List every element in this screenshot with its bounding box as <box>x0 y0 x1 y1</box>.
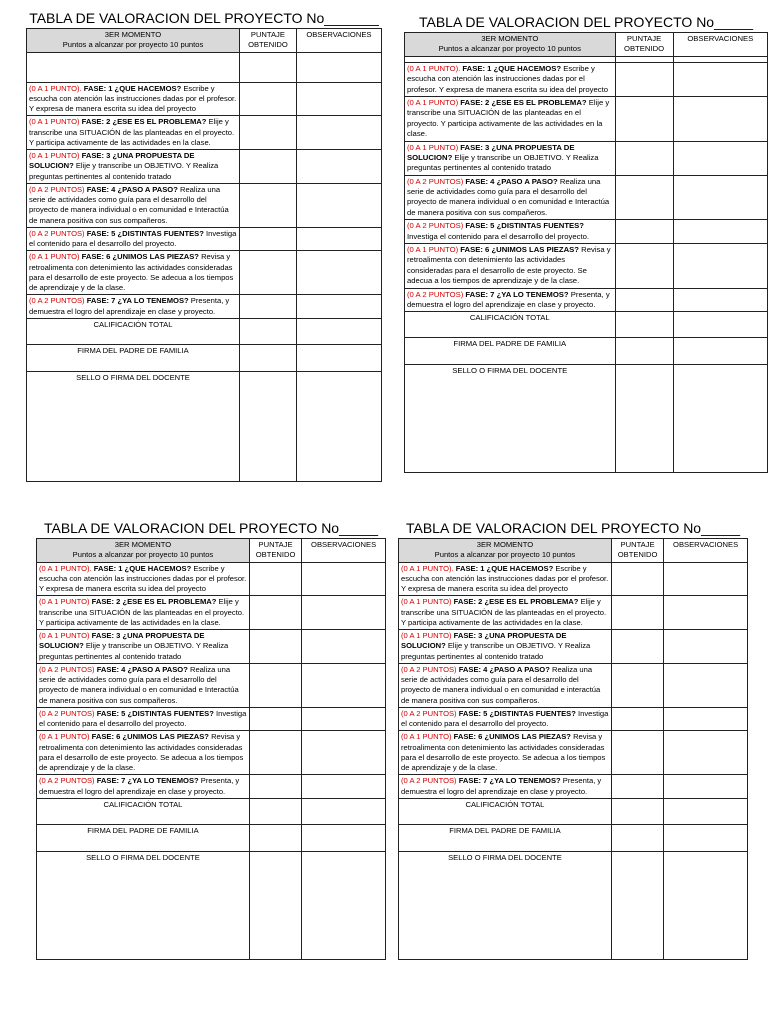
observation-cell[interactable] <box>664 731 748 775</box>
observation-cell[interactable] <box>673 288 767 312</box>
observation-cell[interactable] <box>664 630 748 664</box>
criterion-points: (0 A 1 PUNTO) <box>39 631 90 640</box>
observation-cell[interactable] <box>673 96 767 141</box>
parent-signature-extra[interactable] <box>673 338 767 365</box>
criterion-desc: Presenta, y demuestra el logro del aprendizaje en clase y proyecto. <box>29 296 230 316</box>
criterion-desc: Presenta, y demuestra el logro del aprendizaje en clase y proyecto. <box>401 776 602 796</box>
criterion-points: (0 A 1 PUNTO) <box>407 97 459 107</box>
criterion-text <box>37 562 250 596</box>
spacer-row <box>27 52 382 82</box>
score-header: PUNTAJE OBTENIDO <box>249 539 301 563</box>
criterion-desc: Revisa y retroalimenta con detenimiento las actividades consideradas para el desarrollo de este proyecto. Se adecua a los tiempos de aprendizaje y de la clase. <box>407 245 611 286</box>
teacher-seal-row <box>37 851 386 959</box>
criterion-phase: FASE: 2 ¿ESE ES EL PROBLEMA? <box>81 117 207 127</box>
teacher-seal-extra[interactable] <box>664 851 748 959</box>
criterion-row <box>405 141 768 175</box>
observation-cell[interactable] <box>664 562 748 596</box>
observation-cell[interactable] <box>296 150 381 184</box>
score-cell[interactable] <box>611 562 663 596</box>
parent-signature-cell[interactable] <box>249 824 301 851</box>
criterion-desc: Investiga el contenido para el desarrollo del proyecto. <box>401 708 609 728</box>
observation-cell[interactable] <box>302 707 386 731</box>
total-score-cell[interactable] <box>611 798 663 824</box>
observation-cell[interactable] <box>664 707 748 731</box>
criterion-row <box>37 775 386 799</box>
criterion-desc: Elije y transcribe una SITUACIÓN de las planteadas en el proyecto. Y participa activamente de las actividades en la clase. <box>39 597 245 627</box>
criterion-text <box>405 220 616 244</box>
criterion-text <box>399 630 612 664</box>
criterion-points: (0 A 2 PUNTOS) <box>407 221 464 231</box>
criterion-desc: Investiga el contenido para el desarrollo del proyecto. <box>29 228 237 248</box>
score-cell[interactable] <box>615 244 673 289</box>
criterion-phase: FASE: 1 ¿QUE HACEMOS? <box>93 563 192 573</box>
criterion-phase: FASE: 5 ¿DISTINTAS FUENTES? <box>465 221 584 231</box>
criterion-text <box>405 288 616 312</box>
criterion-desc: Escribe y escucha con atención las instrucciones dadas por el profesor. Y expresa de manera escrita su idea del proyecto <box>407 63 608 94</box>
teacher-seal-cell[interactable] <box>249 851 301 959</box>
criterion-phase: FASE: 2 ¿ESE ES EL PROBLEMA? <box>91 597 217 607</box>
criterion-row <box>27 227 382 251</box>
criterion-row <box>405 288 768 312</box>
criterion-points: (0 A 1 PUNTO) <box>407 142 459 152</box>
total-row <box>405 312 768 338</box>
observation-cell[interactable] <box>664 775 748 799</box>
criterion-row <box>399 596 748 630</box>
criterion-phase: FASE: 4 ¿PASO A PASO? <box>86 184 178 194</box>
criterion-points: (0 A 2 PUNTOS) <box>401 776 457 786</box>
criterion-text <box>27 183 240 227</box>
criterion-points: (0 A 1 PUNTO). <box>39 563 92 573</box>
total-label: CALIFICACIÓN TOTAL <box>27 318 240 344</box>
score-cell[interactable] <box>240 82 297 116</box>
criterion-points: (0 A 1 PUNTO) <box>401 732 452 742</box>
score-cell[interactable] <box>615 288 673 312</box>
criterion-points: (0 A 2 PUNTOS) <box>29 184 85 194</box>
teacher-seal-label: SELLO O FIRMA DEL DOCENTE <box>405 365 616 473</box>
score-cell[interactable] <box>611 596 663 630</box>
total-observation-cell[interactable] <box>673 312 767 338</box>
teacher-seal-label: SELLO O FIRMA DEL DOCENTE <box>37 851 250 959</box>
total-score-cell[interactable] <box>240 318 297 344</box>
form-title: TABLA DE VALORACION DEL PROYECTO No_______ <box>29 10 379 26</box>
rubric-form-4 <box>398 518 748 960</box>
criterion-row <box>405 62 768 96</box>
total-label: CALIFICACIÓN TOTAL <box>399 798 612 824</box>
criterion-desc: Elije y transcribe una SITUACIÓN de las planteadas en el proyecto. Y participa activamente de las actividades en la clase. <box>401 597 607 627</box>
criterion-text <box>405 62 616 96</box>
criterion-phase: FASE: 1 ¿QUE HACEMOS? <box>83 83 182 93</box>
score-cell[interactable] <box>611 630 663 664</box>
parent-signature-label: FIRMA DEL PADRE DE FAMILIA <box>37 824 250 851</box>
criterion-desc: Elije y transcribe una SITUACIÓN de las planteadas en el proyecto. Y participa activamente de las actividades en la clase. <box>407 97 610 139</box>
criterion-points: (0 A 1 PUNTO). <box>29 83 82 93</box>
teacher-seal-cell[interactable] <box>240 371 297 481</box>
observation-cell[interactable] <box>296 183 381 227</box>
criterion-points: (0 A 2 PUNTOS) <box>29 228 85 238</box>
score-cell[interactable] <box>615 220 673 244</box>
criterion-text <box>27 295 240 319</box>
parent-signature-cell[interactable] <box>240 344 297 371</box>
criterion-desc: Investiga el contenido para el desarrollo del proyecto. <box>407 231 590 241</box>
criterion-desc: Realiza una serie de actividades como guía para el desarrollo del proyecto de manera individual o en comunidad e Interactúa de manera positiva con sus compañeros. <box>39 664 239 705</box>
criterion-text <box>399 731 612 775</box>
teacher-seal-label: SELLO O FIRMA DEL DOCENTE <box>399 851 612 959</box>
criterion-points: (0 A 2 PUNTOS) <box>407 176 464 186</box>
criterion-row <box>405 96 768 141</box>
criterion-phase: FASE: 3 ¿UNA PROPUESTA DE SOLUCION? <box>39 631 205 651</box>
criterion-desc: Investiga el contenido para el desarrollo del proyecto. <box>39 708 247 728</box>
teacher-seal-cell[interactable] <box>611 851 663 959</box>
criterion-phase: FASE: 3 ¿UNA PROPUESTA DE SOLUCION? <box>29 151 195 171</box>
parent-signature-row <box>27 344 382 371</box>
criterion-text <box>37 707 250 731</box>
criterion-row <box>27 251 382 295</box>
points-goal-label: Puntos a alcanzar por proyecto 10 puntos <box>72 550 214 560</box>
observation-cell[interactable] <box>302 731 386 775</box>
score-header: PUNTAJE OBTENIDO <box>611 539 663 563</box>
teacher-seal-extra[interactable] <box>296 371 381 481</box>
rubric-table <box>26 28 382 482</box>
observation-cell[interactable] <box>302 663 386 707</box>
criterion-desc: Realiza una serie de actividades como guía para el desarrollo del proyecto de manera individual o en comunidad e interactúa de manera positiva con sus compañeros. <box>401 664 601 705</box>
parent-signature-cell[interactable] <box>611 824 663 851</box>
observation-cell[interactable] <box>302 596 386 630</box>
rubric-table <box>404 32 768 473</box>
observation-cell[interactable] <box>296 82 381 116</box>
score-cell[interactable] <box>249 707 301 731</box>
moment-label: 3ER MOMENTO <box>114 540 172 549</box>
criterion-points: (0 A 1 PUNTO). <box>401 563 454 573</box>
score-header: PUNTAJE OBTENIDO <box>240 29 297 53</box>
criterion-points: (0 A 1 PUNTO) <box>407 245 459 255</box>
parent-signature-label: FIRMA DEL PADRE DE FAMILIA <box>405 338 616 365</box>
criterion-text <box>37 596 250 630</box>
observations-header: OBSERVACIONES <box>296 29 381 53</box>
criterion-text <box>399 775 612 799</box>
criterion-phase: FASE: 5 ¿DISTINTAS FUENTES? <box>458 708 576 718</box>
criterion-row <box>27 183 382 227</box>
score-cell[interactable] <box>611 663 663 707</box>
criterion-text <box>37 731 250 775</box>
moment-header <box>405 33 616 57</box>
teacher-seal-extra[interactable] <box>673 365 767 473</box>
points-goal-label: Puntos a alcanzar por proyecto 10 puntos <box>434 550 576 560</box>
score-cell[interactable] <box>615 141 673 175</box>
rubric-form-2 <box>404 12 768 473</box>
criterion-points: (0 A 1 PUNTO). <box>407 63 461 73</box>
observation-cell[interactable] <box>296 227 381 251</box>
observation-cell[interactable] <box>664 596 748 630</box>
score-cell[interactable] <box>611 775 663 799</box>
total-observation-cell[interactable] <box>664 798 748 824</box>
form-title: TABLA DE VALORACION DEL PROYECTO No_____ <box>418 14 754 30</box>
observation-cell[interactable] <box>296 116 381 150</box>
criterion-desc: Presenta, y demuestra el logro del aprendizaje en clase y proyecto. <box>39 776 240 796</box>
criterion-row <box>399 707 748 731</box>
criterion-row <box>399 630 748 664</box>
parent-signature-row <box>405 338 768 365</box>
criterion-desc: Presenta, y demuestra el logro del aprendizaje en clase y proyecto. <box>407 289 610 309</box>
observation-cell[interactable] <box>664 663 748 707</box>
criterion-row <box>37 562 386 596</box>
criterion-phase: FASE: 5 ¿DISTINTAS FUENTES? <box>96 708 214 718</box>
points-goal-label: Puntos a alcanzar por proyecto 10 puntos <box>438 44 581 54</box>
criterion-text <box>37 663 250 707</box>
teacher-seal-row <box>399 851 748 959</box>
criterion-points: (0 A 2 PUNTOS) <box>401 708 457 718</box>
observation-cell[interactable] <box>296 251 381 295</box>
header-row <box>399 539 748 563</box>
observation-cell[interactable] <box>296 295 381 319</box>
teacher-seal-row <box>405 365 768 473</box>
criterion-points: (0 A 1 PUNTO) <box>401 597 452 607</box>
rubric-form-1 <box>26 8 382 482</box>
criterion-row <box>37 707 386 731</box>
observation-cell[interactable] <box>673 175 767 220</box>
moment-label: 3ER MOMENTO <box>481 34 539 43</box>
criterion-row <box>27 150 382 184</box>
score-cell[interactable] <box>240 295 297 319</box>
criterion-phase: FASE: 7 ¿YA LO TENEMOS? <box>86 296 189 306</box>
observation-cell[interactable] <box>302 775 386 799</box>
criterion-phase: FASE: 6 ¿UNIMOS LAS PIEZAS? <box>453 732 571 742</box>
parent-signature-row <box>37 824 386 851</box>
criterion-phase: FASE: 7 ¿YA LO TENEMOS? <box>96 776 199 786</box>
criterion-phase: FASE: 2 ¿ESE ES EL PROBLEMA? <box>453 597 579 607</box>
criterion-desc: Revisa y retroalimenta con detenimiento las actividades consideradas para el desarrollo de este proyecto. Se adecua a los tiempos de aprendizaje y de la clase. <box>39 732 244 772</box>
criterion-row <box>37 596 386 630</box>
criterion-phase: FASE: 7 ¿YA LO TENEMOS? <box>465 289 569 299</box>
observation-cell[interactable] <box>673 220 767 244</box>
score-cell[interactable] <box>249 775 301 799</box>
criterion-text <box>27 116 240 150</box>
criterion-row <box>399 731 748 775</box>
total-label: CALIFICACIÓN TOTAL <box>405 312 616 338</box>
criterion-row <box>27 82 382 116</box>
moment-header <box>399 539 612 563</box>
total-score-cell[interactable] <box>615 312 673 338</box>
criterion-text <box>399 596 612 630</box>
criterion-points: (0 A 1 PUNTO) <box>29 151 80 160</box>
score-cell[interactable] <box>240 183 297 227</box>
criterion-desc: Elije y transcribe un OBJETIVO. Y Realiza preguntas pertinentes al contenido tratado <box>29 161 219 181</box>
points-goal-label: Puntos a alcanzar por proyecto 10 puntos <box>62 40 204 50</box>
total-row <box>399 798 748 824</box>
criterion-text <box>405 175 616 220</box>
rubric-form-3 <box>36 518 386 960</box>
criterion-phase: FASE: 6 ¿UNIMOS LAS PIEZAS? <box>81 252 199 262</box>
observation-cell[interactable] <box>673 244 767 289</box>
criterion-text <box>399 707 612 731</box>
criterion-desc: Realiza una serie de actividades como guía para el desarrollo del proyecto de manera individual o en comunidad e Interactúa de manera positiva con sus compañeros. <box>407 176 610 217</box>
criterion-desc: Elije y transcribe una SITUACIÓN de las planteadas en el proyecto. Y participa activamente de las actividades en la clase. <box>29 117 235 147</box>
criterion-phase: FASE: 6 ¿UNIMOS LAS PIEZAS? <box>91 732 209 742</box>
score-cell[interactable] <box>240 150 297 184</box>
criterion-desc: Escribe y escucha con atención las instrucciones dadas por el profesor. Y expresa de manera escrita su idea del proyecto <box>39 563 247 593</box>
form-title: TABLA DE VALORACION DEL PROYECTO No_____ <box>43 520 379 536</box>
criterion-points: (0 A 1 PUNTO) <box>29 252 80 262</box>
criterion-row <box>405 175 768 220</box>
criterion-text <box>27 251 240 295</box>
criterion-points: (0 A 2 PUNTOS) <box>39 776 95 786</box>
header-row <box>37 539 386 563</box>
criterion-phase: FASE: 6 ¿UNIMOS LAS PIEZAS? <box>460 245 580 255</box>
criterion-phase: FASE: 4 ¿PASO A PASO? <box>465 176 558 186</box>
header-row <box>27 29 382 53</box>
criterion-phase: FASE: 7 ¿YA LO TENEMOS? <box>458 776 561 786</box>
total-row <box>37 798 386 824</box>
criterion-desc: Revisa y retroalimenta con detenimiento las actividades consideradas para el desarrollo de este proyecto. Se adecua a los tiempos de aprendizaje y de la clase. <box>29 252 234 292</box>
criterion-text <box>37 630 250 664</box>
parent-signature-extra[interactable] <box>664 824 748 851</box>
criterion-desc: Elije y transcribe un OBJETIVO. Y Realiza preguntas pertinentes al contenido tratado <box>39 641 229 661</box>
criterion-row <box>399 775 748 799</box>
score-cell[interactable] <box>240 227 297 251</box>
criterion-row <box>399 663 748 707</box>
score-cell[interactable] <box>615 62 673 96</box>
observations-header: OBSERVACIONES <box>673 33 767 57</box>
score-cell[interactable] <box>611 707 663 731</box>
criterion-points: (0 A 1 PUNTO) <box>39 732 90 742</box>
score-cell[interactable] <box>240 52 297 82</box>
total-observation-cell[interactable] <box>296 318 381 344</box>
criterion-desc: Elije y transcribe un OBJETIVO. Y Realiza preguntas pertinentes al contenido tratado <box>401 641 591 661</box>
criterion-text <box>37 775 250 799</box>
criterion-desc: Elije y transcribe un OBJETIVO. Y Realiza preguntas pertinentes al contenido tratado <box>407 152 599 173</box>
criterion-phase: FASE: 5 ¿DISTINTAS FUENTES? <box>86 228 204 238</box>
criterion-points: (0 A 1 PUNTO) <box>401 631 452 640</box>
criterion-text <box>27 227 240 251</box>
criterion-row <box>37 731 386 775</box>
criterion-phase: FASE: 4 ¿PASO A PASO? <box>458 664 550 674</box>
moment-header <box>37 539 250 563</box>
score-cell[interactable] <box>611 731 663 775</box>
observation-cell[interactable] <box>673 62 767 96</box>
criterion-phase: FASE: 1 ¿QUE HACEMOS? <box>455 563 554 573</box>
score-cell[interactable] <box>615 175 673 220</box>
score-cell[interactable] <box>240 251 297 295</box>
criterion-desc: Revisa y retroalimenta con detenimiento las actividades consideradas para el desarrollo de este proyecto. Se adecua a los tiempos de aprendizaje y de la clase. <box>401 732 606 772</box>
teacher-seal-label: SELLO O FIRMA DEL DOCENTE <box>27 371 240 481</box>
score-cell[interactable] <box>240 116 297 150</box>
criterion-points: (0 A 2 PUNTOS) <box>39 708 95 718</box>
score-cell[interactable] <box>249 731 301 775</box>
criterion-text <box>405 96 616 141</box>
criterion-desc: Realiza una serie de actividades como guía para el desarrollo del proyecto de manera individual o en comunidad e Interactúa de manera positiva con sus compañeros. <box>29 184 229 225</box>
criterion-row <box>405 220 768 244</box>
criterion-text <box>405 244 616 289</box>
score-header: PUNTAJE OBTENIDO <box>615 33 673 57</box>
criterion-row <box>37 663 386 707</box>
criterion-text <box>27 150 240 184</box>
criterion-desc: Escribe y escucha con atención las instrucciones dadas por el profesor. Y expresa de manera escrita su idea del proyecto <box>29 83 237 113</box>
criterion-row <box>405 244 768 289</box>
header-row <box>405 33 768 57</box>
observation-cell[interactable] <box>296 52 381 82</box>
criterion-points: (0 A 2 PUNTOS) <box>39 664 95 674</box>
teacher-seal-row <box>27 371 382 481</box>
teacher-seal-cell[interactable] <box>615 365 673 473</box>
score-cell[interactable] <box>249 630 301 664</box>
teacher-seal-extra[interactable] <box>302 851 386 959</box>
criterion-text <box>399 663 612 707</box>
criterion-phase: FASE: 3 ¿UNA PROPUESTA DE SOLUCION? <box>407 142 575 162</box>
observation-cell[interactable] <box>673 141 767 175</box>
observations-header: OBSERVACIONES <box>302 539 386 563</box>
score-cell[interactable] <box>615 96 673 141</box>
parent-signature-extra[interactable] <box>296 344 381 371</box>
parent-signature-label: FIRMA DEL PADRE DE FAMILIA <box>27 344 240 371</box>
parent-signature-label: FIRMA DEL PADRE DE FAMILIA <box>399 824 612 851</box>
criterion-points: (0 A 2 PUNTOS) <box>29 296 85 306</box>
parent-signature-extra[interactable] <box>302 824 386 851</box>
score-cell[interactable] <box>249 596 301 630</box>
criterion-phase: FASE: 3 ¿UNA PROPUESTA DE SOLUCION? <box>401 631 567 651</box>
score-cell[interactable] <box>249 562 301 596</box>
parent-signature-row <box>399 824 748 851</box>
criterion-points: (0 A 1 PUNTO) <box>39 597 90 607</box>
criterion-phase: FASE: 1 ¿QUE HACEMOS? <box>462 63 562 73</box>
criterion-desc: Escribe y escucha con atención las instrucciones dadas por el profesor. Y expresa de manera escrita su idea del proyecto <box>401 563 609 593</box>
criterion-text <box>405 141 616 175</box>
observation-cell[interactable] <box>302 630 386 664</box>
observations-header: OBSERVACIONES <box>664 539 748 563</box>
moment-label: 3ER MOMENTO <box>476 540 534 549</box>
criterion-row <box>399 562 748 596</box>
criterion-text <box>27 82 240 116</box>
criterion-phase: FASE: 2 ¿ESE ES EL PROBLEMA? <box>460 97 587 107</box>
criterion-phase: FASE: 4 ¿PASO A PASO? <box>96 664 188 674</box>
moment-label: 3ER MOMENTO <box>104 30 162 39</box>
total-row <box>27 318 382 344</box>
total-observation-cell[interactable] <box>302 798 386 824</box>
criterion-row <box>27 295 382 319</box>
moment-header <box>27 29 240 53</box>
criterion-text <box>399 562 612 596</box>
criterion-points: (0 A 1 PUNTO) <box>29 117 80 127</box>
rubric-table <box>398 538 748 960</box>
form-title: TABLA DE VALORACION DEL PROYECTO No_____ <box>405 520 741 536</box>
criterion-points: (0 A 2 PUNTOS) <box>401 664 457 674</box>
observation-cell[interactable] <box>302 562 386 596</box>
criterion-row <box>27 116 382 150</box>
criterion-row <box>37 630 386 664</box>
parent-signature-cell[interactable] <box>615 338 673 365</box>
score-cell[interactable] <box>249 663 301 707</box>
rubric-table <box>36 538 386 960</box>
total-label: CALIFICACIÓN TOTAL <box>37 798 250 824</box>
total-score-cell[interactable] <box>249 798 301 824</box>
criterion-points: (0 A 2 PUNTOS) <box>407 289 464 299</box>
